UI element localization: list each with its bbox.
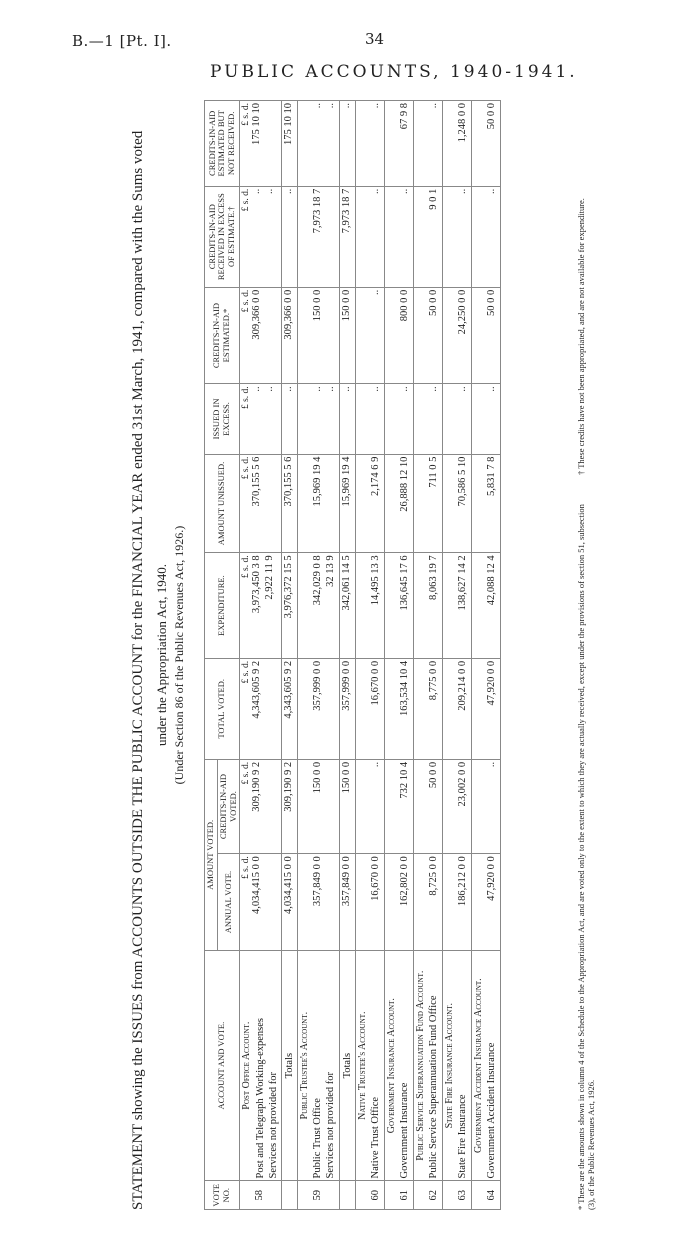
amount-value: 370,155 5 6: [251, 456, 263, 507]
amount-cell: [442, 101, 471, 187]
amount-value: 150 0 0: [340, 761, 352, 794]
vote-number: 61: [398, 1189, 410, 1201]
amount-value: 4,034,415 0 0: [251, 856, 263, 915]
amount-cell: [384, 553, 413, 658]
table-header-row: [205, 101, 218, 1210]
amount-cell: [281, 658, 297, 759]
account-line: Public Trust Office: [312, 1098, 324, 1179]
amount-value: ..: [340, 103, 352, 109]
amount-cell: [297, 287, 339, 384]
currency-unit: £ s. d.: [241, 856, 252, 879]
amount-value: 163,534 10 4: [398, 660, 410, 716]
amount-value: 67 9 8: [398, 103, 410, 130]
amount-cell: [442, 454, 471, 553]
amount-cell: [339, 553, 355, 658]
amount-cell: [339, 454, 355, 553]
amount-value: ..: [324, 386, 336, 392]
amount-cell: [471, 101, 500, 187]
col-amount-unissued: AMOUNT UNISSUED.: [205, 454, 240, 553]
amount-value: 732 10 4: [398, 761, 410, 799]
amount-cell: [339, 854, 355, 951]
amount-value: 2,922 11 9: [264, 555, 276, 600]
amount-value: ..: [369, 103, 381, 109]
table-body: [240, 101, 501, 1210]
currency-unit: £ s. d.: [241, 386, 252, 410]
amount-value: 136,645 17 6: [398, 555, 410, 611]
amount-value: 800 0 0: [398, 289, 410, 322]
account-cell: [240, 950, 282, 1181]
vote-number: 64: [485, 1189, 497, 1201]
amount-cell: [339, 101, 355, 187]
amount-cell: [471, 854, 500, 951]
vote-number-cell: [384, 1181, 413, 1210]
amount-cell: [355, 854, 384, 951]
col-annual-vote: ANNUAL VOTE.: [217, 854, 240, 951]
amount-value: 309,190 9 2: [251, 761, 263, 812]
col-credits-estimated: CREDITS-IN-AID ESTIMATED.*: [205, 287, 240, 384]
totals-row: [339, 101, 355, 1210]
amount-cell: [384, 854, 413, 951]
amount-cell: [281, 854, 297, 951]
amount-cell: [442, 658, 471, 759]
vote-number-cell: [413, 1181, 442, 1210]
amount-value: [264, 457, 277, 551]
account-line: Government Accident Insurance: [486, 1042, 498, 1179]
amount-cell: [471, 454, 500, 553]
col-account-and-vote: ACCOUNT AND VOTE.: [205, 950, 240, 1181]
amount-value: ..: [427, 103, 439, 109]
amount-value: 357,999 0 0: [340, 660, 352, 711]
amount-value: 4,343,605 9 2: [282, 660, 294, 719]
amount-value: ..: [427, 386, 439, 392]
rotated-statement: [130, 100, 600, 1210]
amount-cell: [339, 287, 355, 384]
amount-cell: [240, 186, 282, 287]
table-row: [413, 101, 442, 1210]
amount-value: 138,627 14 2: [456, 555, 468, 611]
amount-value: 7,973 18 7: [340, 188, 352, 234]
amount-value: ..: [485, 761, 497, 768]
amount-value: 357,849 0 0: [340, 856, 352, 907]
vote-number: 60: [369, 1189, 381, 1201]
vote-number: 58: [254, 1189, 266, 1201]
amount-cell: [240, 759, 282, 853]
statement-subtitle: under the Appropriation Act, 1940.: [154, 564, 169, 746]
amount-value: 711 0 5: [427, 456, 439, 488]
account-line: Native Trust Office: [370, 1096, 382, 1179]
amount-value: ..: [369, 289, 381, 295]
amount-value: 150 0 0: [340, 289, 352, 322]
running-title: PUBLIC ACCOUNTS, 1940-1941.: [210, 62, 578, 82]
table-row: [297, 101, 339, 1210]
amount-value: [264, 856, 277, 948]
amount-cell: [281, 553, 297, 658]
vote-number-cell: [471, 1181, 500, 1210]
amount-value: 24,250 0 0: [456, 289, 468, 335]
amount-value: ..: [369, 761, 381, 768]
account-line: Totals: [341, 1052, 353, 1079]
amount-value: 150 0 0: [311, 761, 323, 794]
account-line: Totals: [283, 1052, 295, 1079]
amount-cell: [442, 553, 471, 658]
amount-cell: [240, 658, 282, 759]
amount-cell: [384, 454, 413, 553]
amount-cell: [413, 384, 442, 454]
amount-cell: [442, 287, 471, 384]
amount-value: [325, 290, 338, 382]
amount-cell: [471, 186, 500, 287]
amount-value: 8,725 0 0: [427, 856, 439, 896]
amount-value: 357,999 0 0: [311, 660, 323, 711]
footnote-star: * These are the amounts shown in column 4 of the Schedule to the Appropriation Act, and are voted only to the extent to which they are actually received, except under the provisions of section 51, subsection (3), of the Public Revenues Act, 1926.: [576, 504, 597, 1210]
amount-cell: [413, 101, 442, 187]
account-line: Public Service Superannuation Fund Office: [428, 995, 440, 1179]
amount-value: 309,366 0 0: [251, 289, 263, 340]
amount-value: [325, 457, 338, 551]
amount-value: ..: [485, 386, 497, 392]
amount-cell: [413, 658, 442, 759]
amount-cell: [355, 658, 384, 759]
currency-unit: £ s. d.: [241, 660, 252, 684]
amount-value: 5,831 7 8: [485, 456, 497, 496]
amount-cell: [297, 553, 339, 658]
amount-cell: [413, 553, 442, 658]
amount-value: 15,969 19 4: [340, 456, 352, 507]
amount-value: 70,586 5 10: [456, 456, 468, 507]
amount-cell: [297, 101, 339, 187]
amount-value: 50 0 0: [427, 761, 439, 789]
amount-cell: [442, 759, 471, 853]
amount-cell: [297, 658, 339, 759]
amount-value: ..: [340, 386, 352, 392]
footnote-dagger: † These credits have not been appropriated, and are not available for expenditure.: [576, 198, 586, 475]
amount-cell: [471, 658, 500, 759]
vote-number-cell: [297, 1181, 339, 1210]
vote-number-cell: [281, 1181, 297, 1210]
amount-value: 209,214 0 0: [456, 660, 468, 711]
amount-value: 1,248 0 0: [456, 103, 468, 143]
amount-value: 50 0 0: [485, 289, 497, 316]
currency-unit: £ s. d.: [241, 761, 252, 785]
amount-cell: [384, 186, 413, 287]
account-cell: [281, 950, 297, 1181]
amount-cell: [413, 454, 442, 553]
account-line: Services not provided for: [325, 1072, 337, 1179]
amount-value: 47,920 0 0: [485, 856, 497, 901]
table-row: [442, 101, 471, 1210]
amount-value: 342,029 0 8: [311, 555, 323, 606]
amount-cell: [240, 287, 282, 384]
accounts-table: [204, 100, 501, 1210]
amount-cell: [339, 658, 355, 759]
vote-number-cell: [442, 1181, 471, 1210]
amount-value: [325, 661, 338, 757]
amount-value: ..: [398, 386, 410, 392]
account-cell: [384, 950, 413, 1181]
amount-cell: [355, 287, 384, 384]
amount-value: ..: [369, 386, 381, 392]
col-amount-voted: AMOUNT VOTED.: [205, 759, 218, 950]
amount-cell: [240, 384, 282, 454]
amount-value: 342,061 14 5: [340, 555, 352, 611]
amount-value: ..: [485, 188, 497, 194]
amount-value: 370,155 5 6: [282, 456, 294, 507]
amount-cell: [384, 658, 413, 759]
table-row: [240, 101, 282, 1210]
amount-value: 4,343,605 9 2: [251, 660, 263, 719]
amount-cell: [281, 287, 297, 384]
amount-value: ..: [456, 386, 468, 392]
amount-cell: [413, 854, 442, 951]
account-section-heading: Public Service Superannuation Fund Account.: [414, 970, 426, 1161]
account-section-heading: State Fire Insurance Account.: [443, 1002, 455, 1129]
statement-authority: (Under Section 86 of the Public Revenues Act, 1926.): [172, 525, 186, 785]
amount-value: [325, 762, 338, 851]
account-cell: [442, 950, 471, 1181]
page-number: 34: [365, 30, 385, 48]
amount-cell: [281, 384, 297, 454]
col-credits-voted: CREDITS-IN-AID VOTED.: [217, 759, 240, 853]
amount-value: 9 0 1: [427, 188, 439, 210]
col-expenditure: EXPENDITURE.: [205, 553, 240, 658]
vote-number-cell: [240, 1181, 282, 1210]
amount-value: 16,670 0 0: [369, 856, 381, 901]
col-vote-no: VOTE NO.: [205, 1181, 240, 1210]
amount-value: ..: [456, 188, 468, 194]
amount-cell: [355, 101, 384, 187]
amount-value: ..: [311, 103, 323, 109]
amount-cell: [355, 384, 384, 454]
amount-value: 14,495 13 3: [369, 555, 381, 606]
amount-value: ..: [264, 188, 276, 194]
amount-cell: [471, 759, 500, 853]
currency-unit: £ s. d.: [241, 289, 252, 313]
amount-value: 162,802 0 0: [398, 856, 410, 907]
account-cell: [355, 950, 384, 1181]
amount-cell: [240, 101, 282, 187]
account-section-heading: Public Trustee's Account.: [298, 1011, 310, 1120]
amount-value: ..: [282, 188, 294, 194]
amount-value: [325, 856, 338, 948]
amount-value: 3,973,450 3 8: [251, 555, 263, 614]
amount-cell: [413, 287, 442, 384]
amount-value: ..: [282, 386, 294, 392]
amount-cell: [442, 384, 471, 454]
table-row: [384, 101, 413, 1210]
account-section-heading: Government Accident Insurance Account.: [472, 978, 484, 1153]
amount-value: ..: [251, 188, 263, 194]
col-credits-not-received: CREDITS-IN-AID ESTIMATED BUT NOT RECEIVED.: [205, 101, 240, 187]
amount-cell: [384, 101, 413, 187]
amount-value: 4,034,415 0 0: [282, 856, 294, 915]
amount-value: 175 10 10: [251, 103, 263, 145]
account-line: Services not provided for: [267, 1072, 279, 1179]
vote-number: 59: [311, 1189, 323, 1201]
amount-value: 8,063 19 7: [427, 555, 439, 601]
table-row: [471, 101, 500, 1210]
vote-number-cell: [339, 1181, 355, 1210]
vote-number-cell: [355, 1181, 384, 1210]
amount-value: 186,212 0 0: [456, 856, 468, 907]
amount-value: [264, 103, 277, 184]
account-cell: [339, 950, 355, 1181]
amount-cell: [297, 454, 339, 553]
amount-value: ..: [264, 386, 276, 392]
account-section-heading: Post Office Account.: [241, 1021, 253, 1110]
amount-cell: [442, 854, 471, 951]
amount-value: 32 13 9: [324, 555, 336, 587]
amount-value: 23,002 0 0: [456, 761, 468, 807]
amount-cell: [355, 454, 384, 553]
amount-cell: [339, 384, 355, 454]
amount-value: 175 10 10: [282, 103, 294, 145]
account-cell: [413, 950, 442, 1181]
account-section-heading: Native Trustee's Account.: [356, 1011, 368, 1120]
amount-cell: [355, 759, 384, 853]
amount-cell: [471, 287, 500, 384]
amount-cell: [281, 186, 297, 287]
amount-value: [264, 661, 277, 757]
amount-cell: [240, 454, 282, 553]
amount-cell: [384, 287, 413, 384]
amount-value: 50 0 0: [485, 103, 497, 130]
amount-cell: [281, 101, 297, 187]
account-line: Government Insurance: [399, 1082, 411, 1179]
amount-cell: [281, 454, 297, 553]
amount-cell: [384, 759, 413, 853]
amount-value: [325, 189, 338, 285]
col-issued-in-excess: ISSUED IN EXCESS.: [205, 384, 240, 454]
amount-cell: [281, 759, 297, 853]
amount-value: ..: [251, 386, 263, 392]
totals-row: [281, 101, 297, 1210]
amount-cell: [240, 553, 282, 658]
amount-value: 357,849 0 0: [311, 856, 323, 907]
amount-value: 15,969 19 4: [311, 456, 323, 507]
amount-value: 50 0 0: [427, 289, 439, 316]
account-line: Post and Telegraph Working-expenses: [254, 1017, 266, 1179]
amount-cell: [442, 186, 471, 287]
amount-value: 26,888 12 10: [398, 456, 410, 512]
amount-value: 309,366 0 0: [282, 289, 294, 340]
vote-number: 62: [427, 1189, 439, 1201]
amount-value: 42,088 12 4: [485, 555, 497, 606]
table-row: [355, 101, 384, 1210]
statement-title: STATEMENT showing the ISSUES from ACCOUNTS OUTSIDE THE PUBLIC ACCOUNT for the FINANCIAL YEAR ended 31st March, 1941, compared with the Sums voted: [130, 130, 146, 1210]
amount-value: 8,775 0 0: [427, 660, 439, 701]
amount-cell: [413, 186, 442, 287]
currency-unit: £ s. d.: [241, 555, 252, 579]
amount-cell: [413, 759, 442, 853]
account-cell: [297, 950, 339, 1181]
amount-value: 16,670 0 0: [369, 660, 381, 706]
amount-cell: [297, 759, 339, 853]
amount-cell: [297, 854, 339, 951]
amount-value: [264, 290, 277, 382]
amount-cell: [297, 186, 339, 287]
currency-unit: £ s. d.: [241, 103, 252, 126]
amount-value: 309,190 9 2: [282, 761, 294, 812]
amount-cell: [297, 384, 339, 454]
amount-value: 3,976,372 15 5: [282, 555, 294, 619]
amount-value: ..: [369, 188, 381, 194]
col-total-voted: TOTAL VOTED.: [205, 658, 240, 759]
document-reference: B.—1 [Pt. I].: [72, 32, 172, 50]
amount-cell: [471, 553, 500, 658]
amount-cell: [471, 384, 500, 454]
amount-cell: [339, 759, 355, 853]
amount-cell: [339, 186, 355, 287]
col-credits-received-excess: CREDITS-IN-AID RECEIVED IN EXCESS OF ESTIMATE.†: [205, 186, 240, 287]
amount-value: 47,920 0 0: [485, 660, 497, 706]
amount-cell: [384, 384, 413, 454]
currency-unit: £ s. d.: [241, 188, 252, 212]
amount-cell: [355, 186, 384, 287]
amount-value: ..: [398, 188, 410, 194]
amount-value: 2,174 6 9: [369, 456, 381, 496]
amount-cell: [355, 553, 384, 658]
currency-unit: £ s. d.: [241, 456, 252, 480]
amount-value: [264, 762, 277, 851]
account-section-heading: Government Insurance Account.: [385, 998, 397, 1134]
amount-cell: [240, 854, 282, 951]
account-line: State Fire Insurance: [457, 1094, 469, 1179]
amount-value: ..: [324, 103, 336, 109]
amount-value: 7,973 18 7: [311, 188, 323, 234]
vote-number: 63: [456, 1189, 468, 1201]
amount-value: ..: [311, 386, 323, 392]
account-cell: [471, 950, 500, 1181]
amount-value: 150 0 0: [311, 289, 323, 322]
